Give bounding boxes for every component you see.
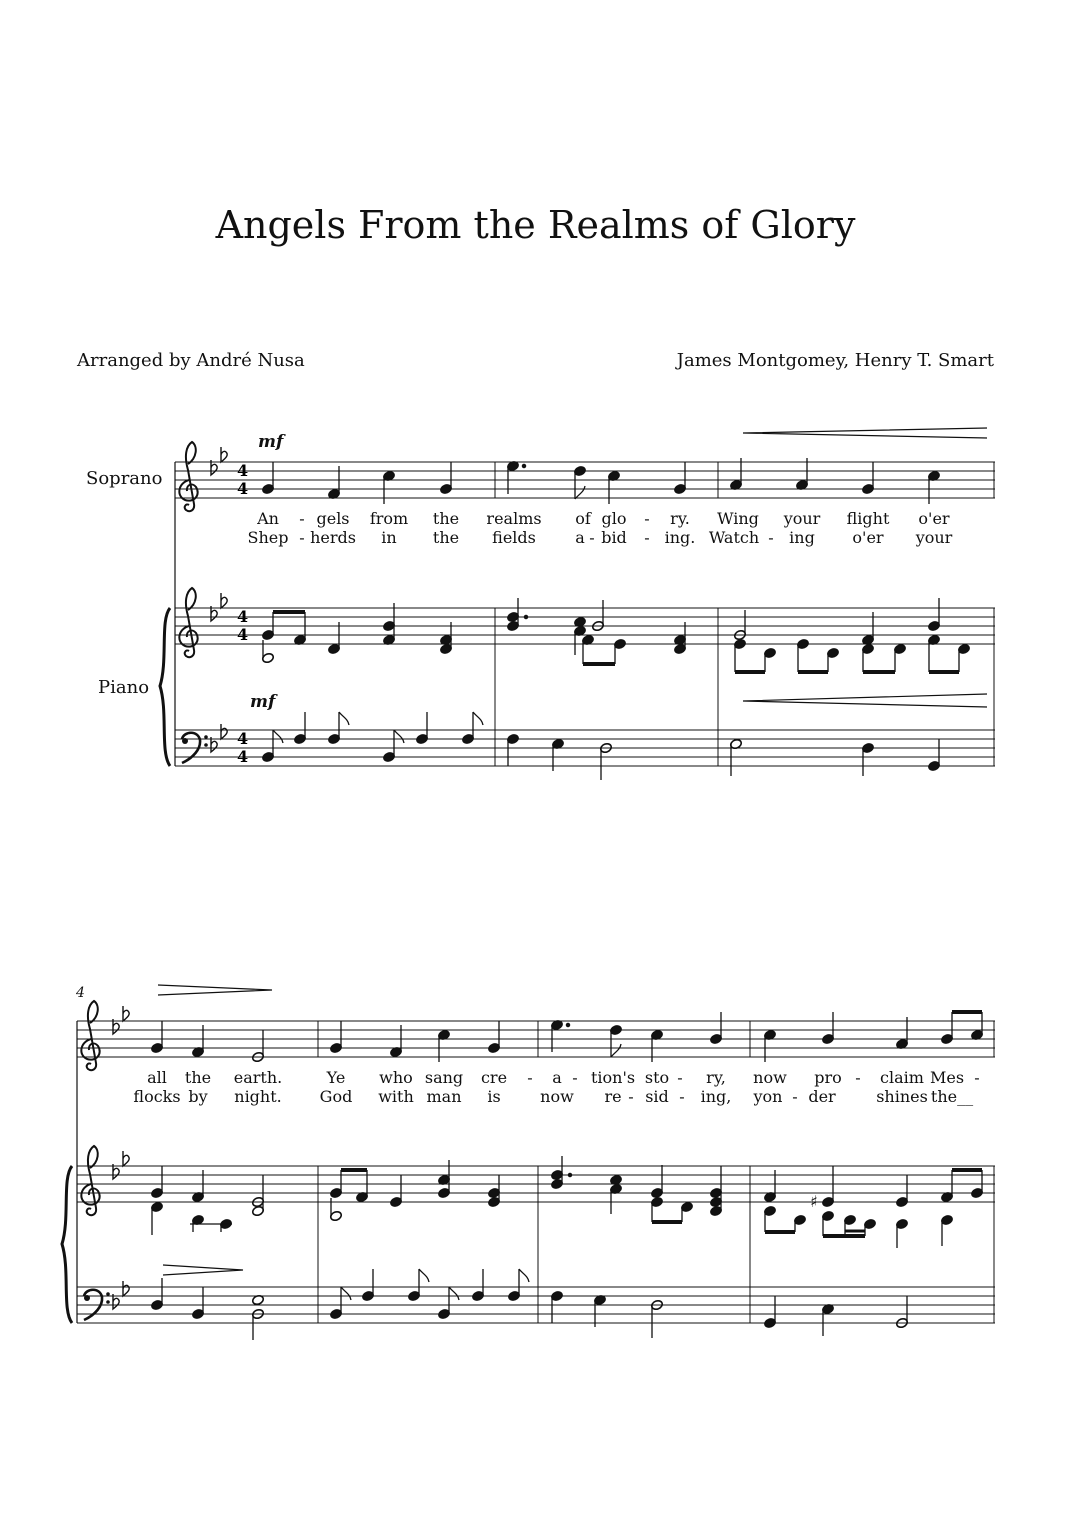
decrescendo-hairpin-piano-2 (163, 1265, 243, 1275)
piano-label: Piano (98, 677, 150, 698)
piano-treble-staff-2 (77, 1166, 995, 1202)
svg-text:4: 4 (237, 625, 249, 644)
time-sig-top: 4 (237, 461, 249, 480)
svg-text:♯: ♯ (810, 1192, 818, 1211)
dynamic-mf-piano: mf (250, 692, 276, 712)
page-title: Angels From the Realms of Glory (215, 203, 856, 247)
lyric-syllable: the__ (930, 1087, 974, 1106)
soprano-staff-1 (175, 462, 995, 498)
decrescendo-hairpin-2 (158, 985, 272, 995)
piano-brace-1 (160, 608, 170, 766)
lyric-syllable: Shep (247, 528, 289, 547)
crescendo-hairpin-1 (743, 428, 987, 438)
lyric-syllable: ing (789, 528, 815, 547)
svg-text:4: 4 (237, 729, 249, 748)
lyric-syllable: o'er (918, 509, 950, 528)
lyric-syllable: man (426, 1087, 462, 1106)
lyric-syllable: gels (316, 509, 350, 528)
lyric-syllable: glo (601, 509, 627, 528)
lyric-hyphen: - (572, 1068, 578, 1087)
lyric-hyphen: - (677, 1068, 683, 1087)
lyric-syllable: flocks (133, 1087, 181, 1106)
lyric-syllable: with (378, 1087, 414, 1106)
lyric-syllable: ing, (700, 1087, 732, 1106)
lyric-syllable: Mes (929, 1068, 965, 1087)
lyric-syllable: An (257, 509, 279, 528)
lyric-syllable: claim (880, 1068, 924, 1087)
lyric-syllable: pro (814, 1068, 842, 1087)
lyric-syllable: night. (234, 1087, 282, 1106)
lyric-hyphen: - (792, 1087, 798, 1106)
lyric-syllable: your (915, 528, 953, 547)
time-sig-bottom: 4 (237, 479, 249, 498)
lyric-hyphen: - (855, 1068, 861, 1087)
lyric-hyphen: - (644, 509, 650, 528)
lyric-syllable: now (753, 1068, 787, 1087)
lyric-hyphen: - (628, 1087, 634, 1106)
lyric-syllable: by (188, 1087, 208, 1106)
lyric-syllable: of (575, 509, 591, 528)
lyric-syllable: fields (492, 528, 536, 547)
lyric-syllable: now (540, 1087, 574, 1106)
lyric-hyphen: - (299, 509, 305, 528)
lyric-syllable: shines (876, 1087, 928, 1106)
lyric-syllable: cre (480, 1068, 508, 1087)
lyric-hyphen: - (679, 1087, 685, 1106)
lyric-syllable: herds (310, 528, 356, 547)
lyric-syllable: sang (424, 1068, 464, 1087)
lyric-syllable: ry. (670, 509, 690, 528)
lyric-syllable: a (575, 528, 585, 547)
lyric-hyphen: - (589, 528, 595, 547)
lyric-syllable: ry, (706, 1068, 726, 1087)
svg-text:4: 4 (237, 607, 249, 626)
lyric-syllable: sid (645, 1087, 669, 1106)
lyric-syllable: o'er (852, 528, 884, 547)
lyric-hyphen: - (299, 528, 305, 547)
lyric-syllable: all (147, 1068, 167, 1087)
svg-text:4: 4 (237, 747, 249, 766)
lyric-syllable: re (604, 1087, 622, 1106)
piano-bass-staff-2 (77, 1287, 995, 1323)
soprano-notes-1 (261, 458, 940, 504)
lyric-syllable: earth. (233, 1068, 283, 1087)
lyric-syllable: Watch (708, 528, 760, 547)
lyric-syllable: ing. (664, 528, 696, 547)
lyric-hyphen: - (768, 528, 774, 547)
lyric-syllable: Wing (717, 509, 759, 528)
piano-brace-2 (62, 1166, 72, 1323)
lyric-syllable: the (432, 509, 460, 528)
lyric-syllable: realms (486, 509, 542, 528)
measure-number: 4 (76, 985, 85, 1001)
soprano-notes-2 (150, 1012, 983, 1063)
composer-credit: James Montgomey, Henry T. Smart (676, 350, 994, 371)
soprano-label: Soprano (86, 468, 163, 489)
lyric-syllable: der (808, 1087, 836, 1106)
lyric-syllable: your (783, 509, 821, 528)
lyric-hyphen: - (644, 528, 650, 547)
dynamic-mf-soprano: mf (258, 432, 284, 452)
arranger-credit: Arranged by André Nusa (77, 350, 305, 371)
lyric-syllable: from (369, 509, 409, 528)
lyric-hyphen: - (527, 1068, 533, 1087)
lyric-syllable: in (381, 528, 397, 547)
lyric-syllable: is (487, 1087, 501, 1106)
lyric-hyphen: - (974, 1068, 980, 1087)
lyric-syllable: yon (753, 1087, 783, 1106)
lyric-syllable: who (379, 1068, 413, 1087)
lyric-syllable: the (432, 528, 460, 547)
lyric-syllable: bid (601, 528, 627, 547)
lyric-syllable: Ye (326, 1068, 346, 1087)
lyric-syllable: God (319, 1087, 353, 1106)
lyric-syllable: flight (846, 509, 890, 528)
lyric-syllable: sto (644, 1068, 670, 1087)
lyric-syllable: the (184, 1068, 212, 1087)
lyric-syllable: tion's (590, 1068, 636, 1087)
soprano-staff-2 (77, 1021, 995, 1057)
crescendo-hairpin-piano-1 (743, 694, 987, 707)
lyric-syllable: a (552, 1068, 562, 1087)
piano-bass-notes-1 (261, 712, 940, 780)
